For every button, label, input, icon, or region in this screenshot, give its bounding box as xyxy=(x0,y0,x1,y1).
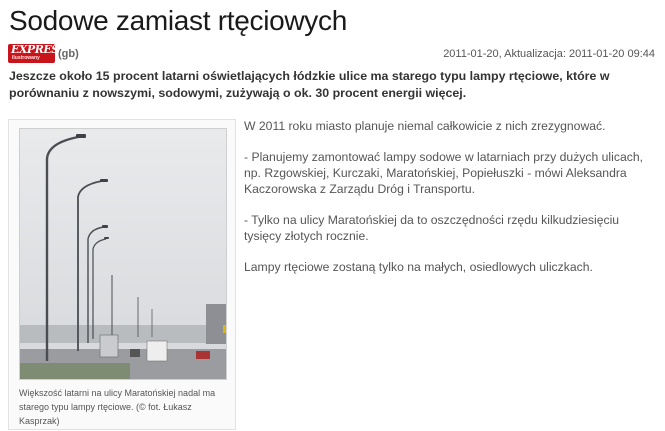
article-author: (gb) xyxy=(58,48,79,60)
body-paragraph: W 2011 roku miasto planuje niemal całkowicie z nich zrezygnować. xyxy=(244,119,606,133)
distant-trees xyxy=(20,325,226,343)
logo-subtext: Ilustrowany xyxy=(12,55,40,61)
red-car xyxy=(196,351,210,359)
article-photo[interactable] xyxy=(19,128,227,380)
logo-text: EXPRESS xyxy=(11,43,66,56)
publisher-logo[interactable] xyxy=(8,43,66,63)
body-paragraph: Lampy rtęciowe zostaną tylko na małych, osiedlowych uliczkach. xyxy=(244,260,593,274)
article-body xyxy=(244,118,654,290)
truck xyxy=(100,335,118,357)
dark-car xyxy=(130,349,140,357)
article-title: Sodowe zamiast rtęciowych xyxy=(9,5,347,36)
sidewalk xyxy=(20,363,130,379)
building xyxy=(206,304,226,344)
body-paragraph: - Planujemy zamontować lampy sodowe w latarniach przy dużych ulicach, np. Rzgowskiej, Kurczaki, Maratońskiej, Popiełuszki - mówi Aleksandra Kaczorowska z Zarządu Dróg i Transportu. xyxy=(244,150,643,196)
white-van xyxy=(147,341,167,361)
article-lead: Jeszcze około 15 procent latarni oświetlających łódzkie ulice ma starego typu lampy rtęciowe, które w porównaniu z nowszymi, sodowymi, zużywają o ok. 30 procent energii więcej. xyxy=(9,69,610,100)
article-dates: 2011-01-20, Aktualizacja: 2011-01-20 09:44 xyxy=(443,48,655,60)
sign xyxy=(223,325,226,333)
body-paragraph: - Tylko na ulicy Maratońskiej da to oszczędności rzędu kilkudziesięciu tysięcy złotych rocznie. xyxy=(244,213,620,243)
photo-box xyxy=(8,119,236,430)
street-lamps-image xyxy=(20,129,226,379)
photo-caption: Większość latarni na ulicy Maratońskiej nadal ma starego typu lampy rtęciowe. (© fot. Łukasz Kasprzak) xyxy=(19,388,216,426)
